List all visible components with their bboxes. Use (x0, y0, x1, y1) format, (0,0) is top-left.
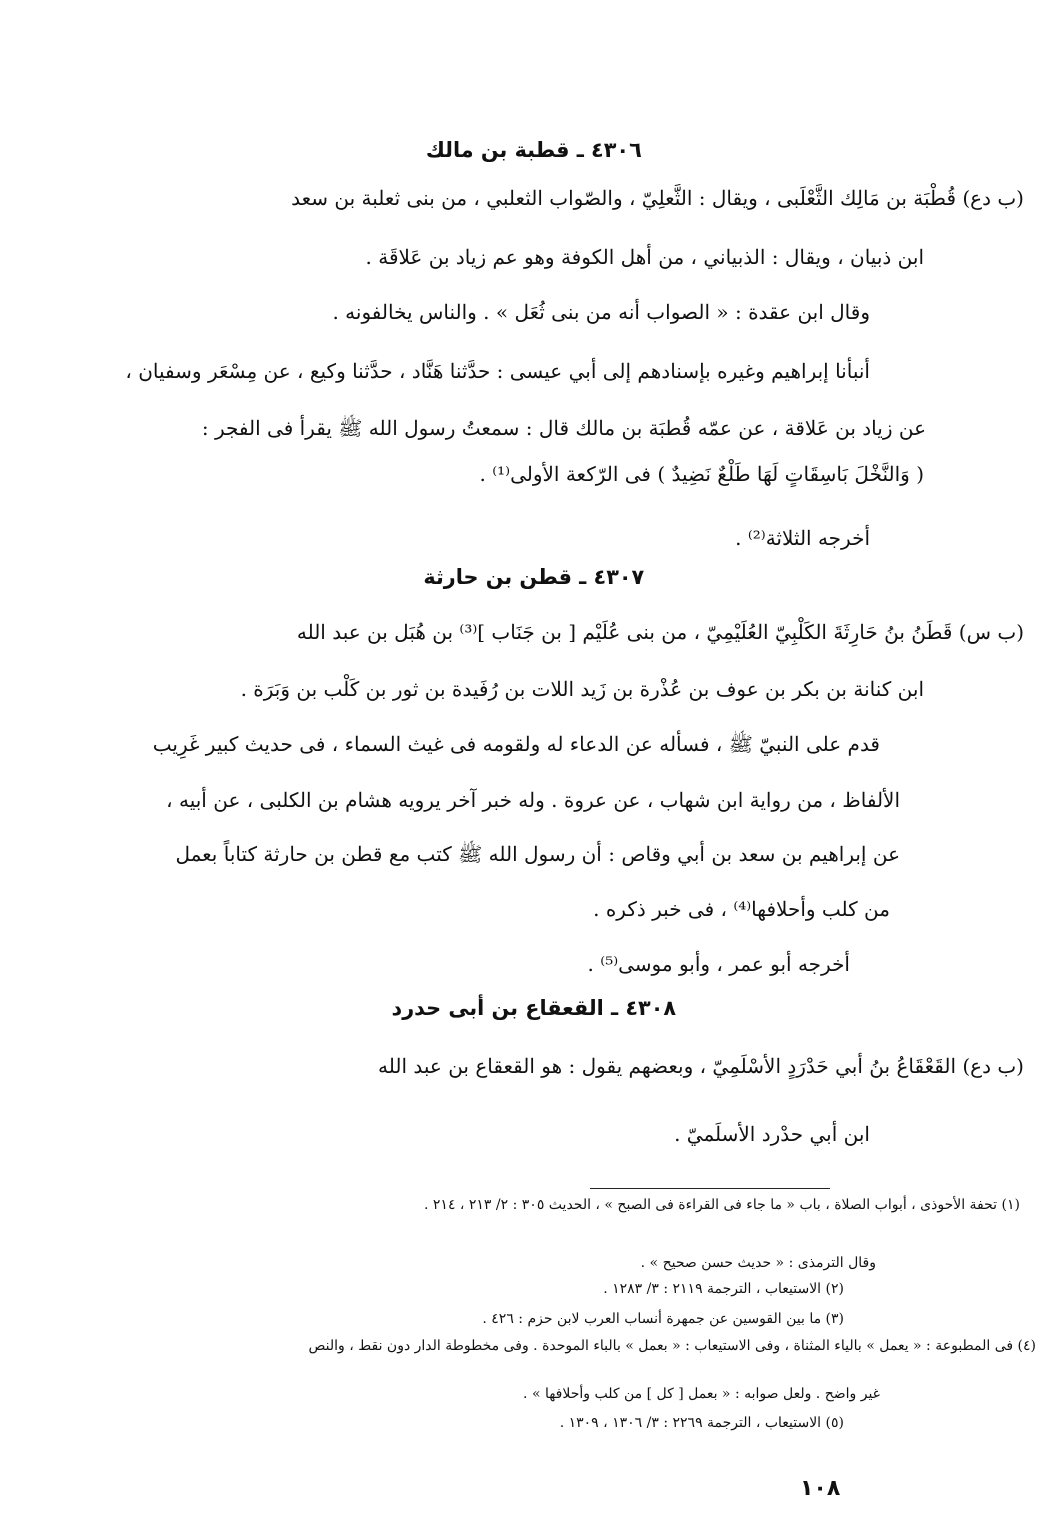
entry-text-line: ابن كنانة بن بكر بن عوف بن عُذْرة بن زَيد اللات بن رُفَيدة بن ثور بن كَلْب بن وَبَرَة . (240, 677, 924, 701)
footnote-line: غير واضح . ولعل صوابه : « بعمل [ كل ] من كلب وأحلافها » . (523, 1386, 880, 1402)
footnote-line: وقال الترمذى : « حديث حسن صحيح » . (640, 1255, 876, 1271)
entry-text-line: وقال ابن عقدة : « الصواب أنه من بنى ثُعَل » . والناس يخالفونه . (332, 300, 870, 324)
entry-text-line: الألفاظ ، من رواية ابن شهاب ، عن عروة . وله خبر آخر يرويه هشام بن الكلبى ، عن أبيه ، (166, 788, 900, 812)
footnote-separator (590, 1188, 830, 1189)
footnote-line: (١) تحفة الأحوذى ، أبواب الصلاة ، باب « ما جاء فى القراءة فى الصبح » ، الحديث ٣٠٥ : ٢/ ٢١٣ ، ٢١٤ . (424, 1197, 1020, 1213)
entry-text-line: (ب دع) القَعْقَاعُ بنُ أبي حَدْرَدٍ الأسْلَمِيّ ، وبعضهم يقول : هو القعقاع بن عبد الله (378, 1054, 1024, 1078)
footnote-line: (٢) الاستيعاب ، الترجمة ٢١١٩ : ٣/ ١٢٨٣ . (603, 1281, 844, 1297)
page-number: ١٠٨ (800, 1476, 841, 1501)
entry-text-line: ابن ذبيان ، ويقال : الذبياني ، من أهل الكوفة وهو عم زياد بن عَلاقَة . (365, 245, 924, 269)
entry-text-line: عن زياد بن عَلاقة ، عن عمّه قُطبَة بن مالك قال : سمعتُ رسول الله ﷺ يقرأ فى الفجر : (201, 416, 926, 440)
entry-heading: ٤٣٠٧ ـ قطن بن حارثة (423, 565, 645, 589)
entry-text-line: (ب س) قَطَنُ بنُ حَارِثَةَ الكَلْبِيّ العُلَيْمِيّ ، من بنى عُلَيْم [ بن جَنَاب ]⁽³⁾ بن هُبَل بن عبد الله (296, 620, 1024, 644)
entry-text-line: أنبأنا إبراهيم وغيره بإسنادهم إلى أبي عيسى : حدَّثنا هَنَّاد ، حدَّثنا وكيع ، عن مِسْعَر وسفيان ، (125, 359, 870, 383)
entry-text-line: من كلب وأحلافها⁽⁴⁾ ، فى خبر ذكره . (593, 897, 890, 921)
entry-text-line: ابن أبي حدْرد الأسلَميّ . (674, 1122, 870, 1146)
entry-text-line: أخرجه أبو عمر ، وأبو موسى⁽⁵⁾ . (587, 952, 850, 976)
footnote-line: (٣) ما بين القوسين عن جمهرة أنساب العرب لابن حزم : ٤٢٦ . (482, 1311, 844, 1327)
footnote-line: (٥) الاستيعاب ، الترجمة ٢٢٦٩ : ٣/ ١٣٠٦ ، ١٣٠٩ . (559, 1415, 844, 1431)
entry-text-line: قدم على النبيّ ﷺ ، فسأله عن الدعاء له ولقومه فى غيث السماء ، فى حديث كبير غَرِيب (152, 732, 880, 756)
entry-heading: ٤٣٠٨ ـ القعقاع بن أبى حدرد (391, 996, 677, 1020)
entry-text-line: (ب دع) قُطْبَة بن مَالِك الثَّعْلَبى ، ويقال : الثَّعلِيّ ، والصّواب الثعلبي ، من بنى ثعلبة بن سعد (291, 186, 1024, 210)
entry-text-line: ( وَالنَّخْلَ بَاسِقَاتٍ لَهَا طَلْعٌ نَضِيدٌ ) فى الرّكعة الأولى⁽¹⁾ . (479, 462, 924, 486)
entry-heading: ٤٣٠٦ ـ قطبة بن مالك (425, 138, 642, 162)
entry-text-line: عن إبراهيم بن سعد بن أبي وقاص : أن رسول الله ﷺ كتب مع قطن بن حارثة كتاباً بعمل (175, 842, 900, 866)
footnote-line: (٤) فى المطبوعة : « يعمل » بالياء المثناة ، وفى الاستيعاب : « بعمل » بالباء الموحدة . وفى مخطوطة الدار دون نقط ، والنص (308, 1338, 1036, 1354)
entry-text-line: أخرجه الثلاثة⁽²⁾ . (735, 526, 870, 550)
